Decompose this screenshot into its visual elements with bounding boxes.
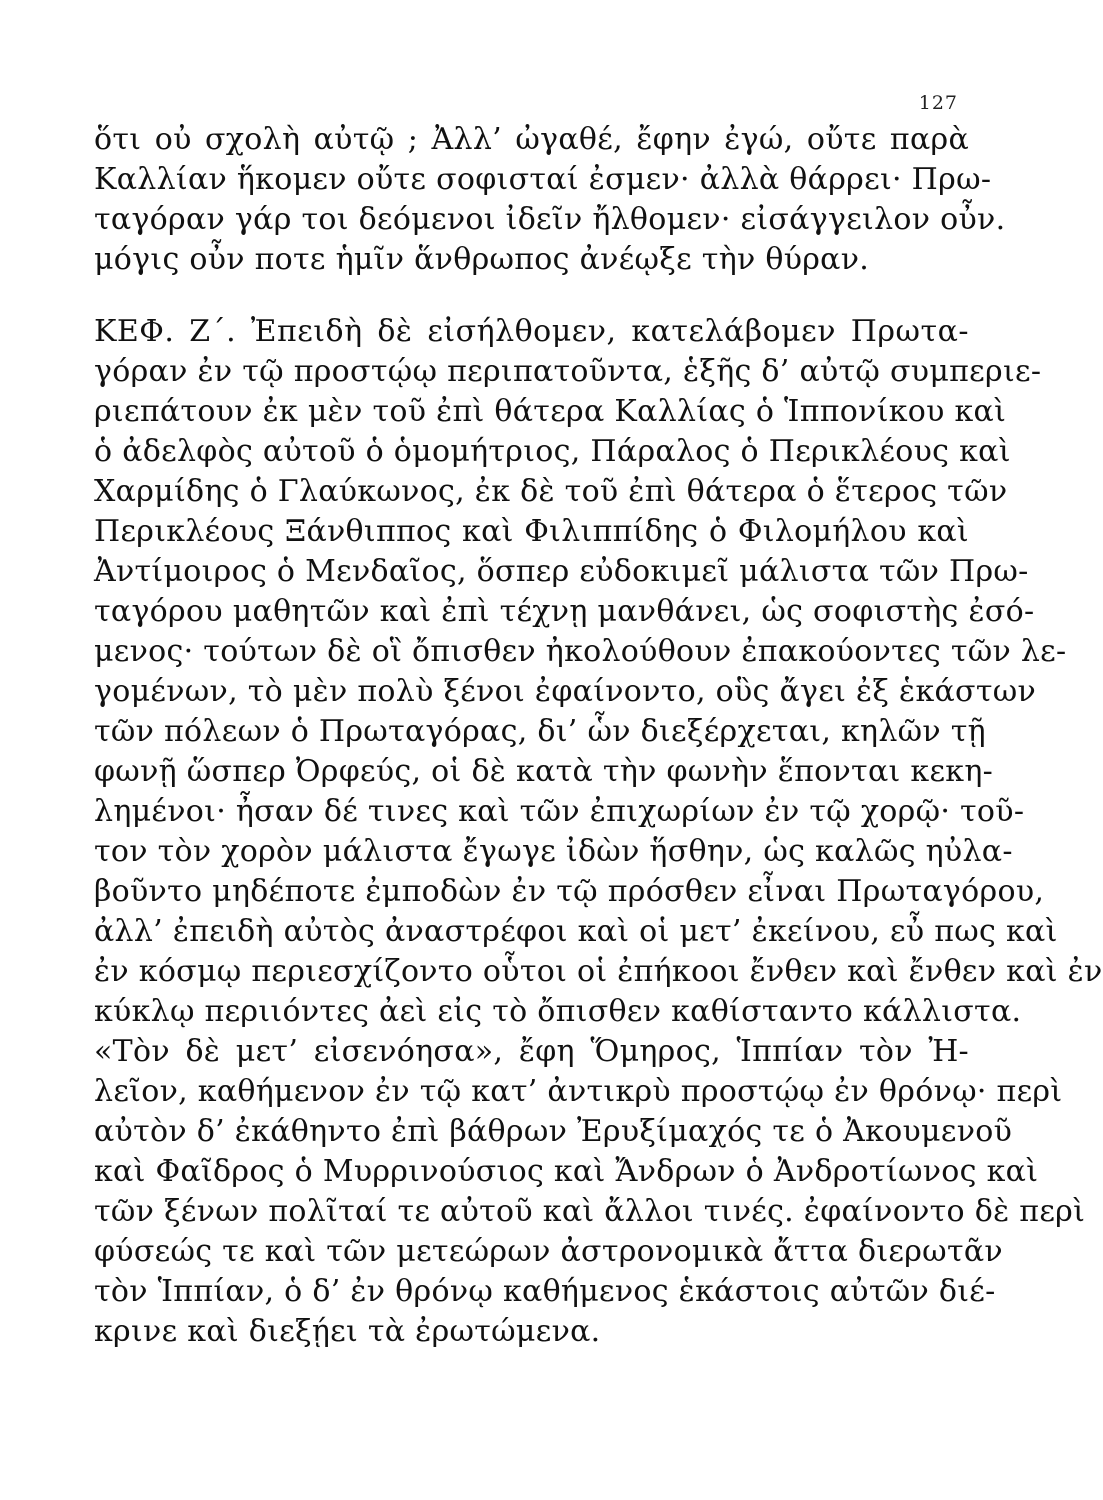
paragraph-1 <box>94 120 1006 280</box>
text-line: τῶν πόλεων ὁ Πρωταγόρας, δι’ ὧν διεξέρχεται, κηλῶν τῇ <box>94 714 986 749</box>
text-line: Περικλέους Ξάνθιππος καὶ Φιλιππίδης ὁ Φιλομήλου καὶ <box>94 514 969 549</box>
text-line: λεῖον, καθήμενον ἐν τῷ κατ’ ἀντικρὺ προστῴῳ ἐν θρόνῳ· περὶ <box>94 1074 1063 1109</box>
text-line: γόραν ἐν τῷ προστῴῳ περιπατοῦντα, ἑξῆς δ’ αὐτῷ συμπεριε- <box>94 354 1042 389</box>
text-line: ταγόρου μαθητῶν καὶ ἐπὶ τέχνῃ μανθάνει, ὡς σοφιστὴς ἐσό- <box>94 594 1035 629</box>
text-line: Καλλίαν ἥκομεν οὔτε σοφισταί ἐσμεν· ἀλλὰ θάρρει· Πρω- <box>94 162 992 197</box>
text-line: λημένοι· ἦσαν δέ τινες καὶ τῶν ἐπιχωρίων ἐν τῷ χορῷ· τοῦ- <box>94 794 1025 829</box>
text-line: φωνῇ ὥσπερ Ὀρφεύς, οἱ δὲ κατὰ τὴν φωνὴν ἕπονται κεκη- <box>94 754 994 789</box>
text-line: «Τὸν δὲ μετ’ εἰσενόησα», ἔφη Ὅμηρος, Ἱππίαν τὸν Ἠ- <box>94 1034 969 1069</box>
text-line: καὶ Φαῖδρος ὁ Μυρρινούσιος καὶ Ἄνδρων ὁ Ἀνδροτίωνος καὶ <box>94 1154 1039 1189</box>
text-line: μενος· τούτων δὲ οἳ ὄπισθεν ἠκολούθουν ἐπακούοντες τῶν λε- <box>94 634 1067 669</box>
text-line: Ἀντίμοιρος ὁ Μενδαῖος, ὅσπερ εὐδοκιμεῖ μάλιστα τῶν Πρω- <box>94 554 1029 589</box>
paragraph-2 <box>94 312 1103 1032</box>
text-line: ἀλλ’ ἐπειδὴ αὐτὸς ἀναστρέφοι καὶ οἱ μετ’ ἐκείνου, εὖ πως καὶ <box>94 914 1058 949</box>
paragraph-gap <box>94 280 969 312</box>
text-line: φύσεώς τε καὶ τῶν μετεώρων ἀστρονομικὰ ἄττα διερωτᾶν <box>94 1234 1003 1269</box>
text-line: αὐτὸν δ’ ἐκάθηντο ἐπὶ βάθρων Ἐρυξίμαχός τε ὁ Ἀκουμενοῦ <box>94 1114 1013 1149</box>
page-number: 127 <box>918 92 958 114</box>
text-line: Χαρμίδης ὁ Γλαύκωνος, ἐκ δὲ τοῦ ἐπὶ θάτερα ὁ ἕτερος τῶν <box>94 474 1008 509</box>
text-line: τὸν Ἱππίαν, ὁ δ’ ἐν θρόνῳ καθήμενος ἑκάστοις αὐτῶν διέ- <box>94 1274 996 1309</box>
text-line: ὁ ἀδελφὸς αὐτοῦ ὁ ὁμομήτριος, Πάραλος ὁ Περικλέους καὶ <box>94 434 1011 469</box>
text-line: βοῦντο μηδέποτε ἐμποδὼν ἐν τῷ πρόσθεν εἶναι Πρωταγόρου, <box>94 874 1045 909</box>
text-line: τῶν ξένων πολῖταί τε αὐτοῦ καὶ ἄλλοι τινές. ἐφαίνοντο δὲ περὶ <box>94 1194 1086 1229</box>
text-line: γομένων, τὸ μὲν πολὺ ξένοι ἐφαίνοντο, οὓς ἄγει ἐξ ἑκάστων <box>94 674 1037 709</box>
paragraph-3 <box>94 1032 1086 1352</box>
text-line: κρινε καὶ διεξῄει τὰ ἐρωτώμενα. <box>94 1314 601 1349</box>
chapter-heading-line: ΚΕΦ. Ζ΄. Ἐπειδὴ δὲ εἰσήλθομεν, κατελάβομεν Πρωτα- <box>94 314 969 349</box>
text-line: ριεπάτουν ἐκ μὲν τοῦ ἐπὶ θάτερα Καλλίας ὁ Ἱππονίκου καὶ <box>94 394 1007 429</box>
main-text <box>94 120 1103 1352</box>
text-line: ἐν κόσμῳ περιεσχίζοντο οὗτοι οἱ ἐπήκοοι ἔνθεν καὶ ἔνθεν καὶ ἐν <box>94 954 1103 989</box>
text-line: μόγις οὖν ποτε ἡμῖν ἅνθρωπος ἀνέῳξε τὴν θύραν. <box>94 242 870 277</box>
text-line: ὅτι οὐ σχολὴ αὐτῷ ; Ἀλλ’ ὠγαθέ, ἔφην ἐγώ, οὔτε παρὰ <box>94 122 969 157</box>
text-line: τον τὸν χορὸν μάλιστα ἔγωγε ἰδὼν ἥσθην, ὡς καλῶς ηὐλα- <box>94 834 1013 869</box>
text-line: ταγόραν γάρ τοι δεόμενοι ἰδεῖν ἤλθομεν· εἰσάγγειλον οὖν. <box>94 202 1006 237</box>
text-line: κύκλῳ περιιόντες ἀεὶ εἰς τὸ ὄπισθεν καθίσταντο κάλλιστα. <box>94 994 1022 1029</box>
